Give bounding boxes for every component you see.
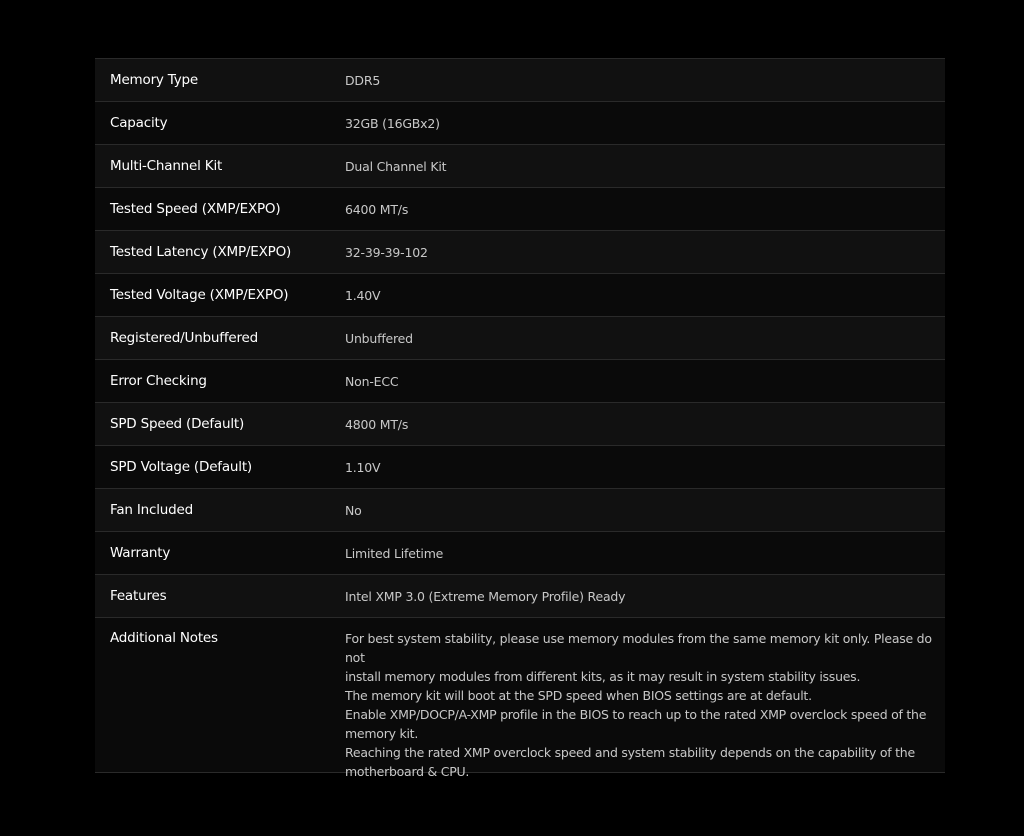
spec-row-error-checking bbox=[95, 360, 945, 403]
notes-line: memory kit. bbox=[345, 726, 419, 741]
spec-row-memory-type bbox=[95, 59, 945, 102]
spec-label: Tested Speed (XMP/EXPO) bbox=[110, 201, 281, 217]
notes-line: Reaching the rated XMP overclock speed and system stability depends on the capability of the bbox=[345, 745, 915, 760]
spec-label: Additional Notes bbox=[110, 630, 218, 646]
notes-line: motherboard & CPU. bbox=[345, 764, 470, 779]
spec-value: 32-39-39-102 bbox=[345, 244, 428, 260]
spec-value: No bbox=[345, 502, 362, 518]
spec-row-spd-speed bbox=[95, 403, 945, 446]
spec-value: DDR5 bbox=[345, 72, 381, 88]
spec-row-tested-latency bbox=[95, 231, 945, 274]
spec-label: Features bbox=[110, 588, 167, 604]
spec-label: Tested Latency (XMP/EXPO) bbox=[110, 244, 292, 260]
spec-value: Intel XMP 3.0 (Extreme Memory Profile) Ready bbox=[345, 588, 626, 604]
spec-value: 32GB (16GBx2) bbox=[345, 115, 440, 131]
spec-label: Error Checking bbox=[110, 373, 207, 389]
spec-row-additional-notes bbox=[95, 618, 945, 779]
spec-table bbox=[95, 58, 945, 779]
spec-value: Limited Lifetime bbox=[345, 545, 444, 561]
spec-value: Unbuffered bbox=[345, 330, 413, 346]
notes-line: For best system stability, please use memory modules from the same memory kit only. Please do not bbox=[345, 631, 932, 665]
spec-label: Capacity bbox=[110, 115, 168, 131]
spec-row-spd-voltage bbox=[95, 446, 945, 489]
spec-label: Registered/Unbuffered bbox=[110, 330, 259, 346]
spec-row-tested-voltage bbox=[95, 274, 945, 317]
spec-value: 6400 MT/s bbox=[345, 201, 409, 217]
spec-value: 4800 MT/s bbox=[345, 416, 409, 432]
spec-row-fan-included bbox=[95, 489, 945, 532]
spec-value: Dual Channel Kit bbox=[345, 158, 447, 174]
spec-label: Memory Type bbox=[110, 72, 199, 88]
spec-label: Multi-Channel Kit bbox=[110, 158, 223, 174]
spec-row-registered-unbuffered bbox=[95, 317, 945, 360]
spec-label: SPD Speed (Default) bbox=[110, 416, 245, 432]
spec-row-capacity bbox=[95, 102, 945, 145]
notes-line: install memory modules from different kits, as it may result in system stability issues. bbox=[345, 669, 861, 684]
spec-row-tested-speed bbox=[95, 188, 945, 231]
spec-row-multi-channel-kit bbox=[95, 145, 945, 188]
spec-label: SPD Voltage (Default) bbox=[110, 459, 252, 475]
notes-line: The memory kit will boot at the SPD speed when BIOS settings are at default. bbox=[345, 688, 812, 703]
spec-value: 1.10V bbox=[345, 459, 381, 475]
spec-value: 1.40V bbox=[345, 287, 381, 303]
spec-label: Fan Included bbox=[110, 502, 193, 518]
notes-text bbox=[345, 629, 945, 781]
spec-label: Tested Voltage (XMP/EXPO) bbox=[110, 287, 289, 303]
spec-value: Non-ECC bbox=[345, 373, 399, 389]
spec-label: Warranty bbox=[110, 545, 171, 561]
notes-line: Enable XMP/DOCP/A-XMP profile in the BIOS to reach up to the rated XMP overclock speed of the bbox=[345, 707, 927, 722]
spec-row-features bbox=[95, 575, 945, 618]
spec-row-warranty bbox=[95, 532, 945, 575]
